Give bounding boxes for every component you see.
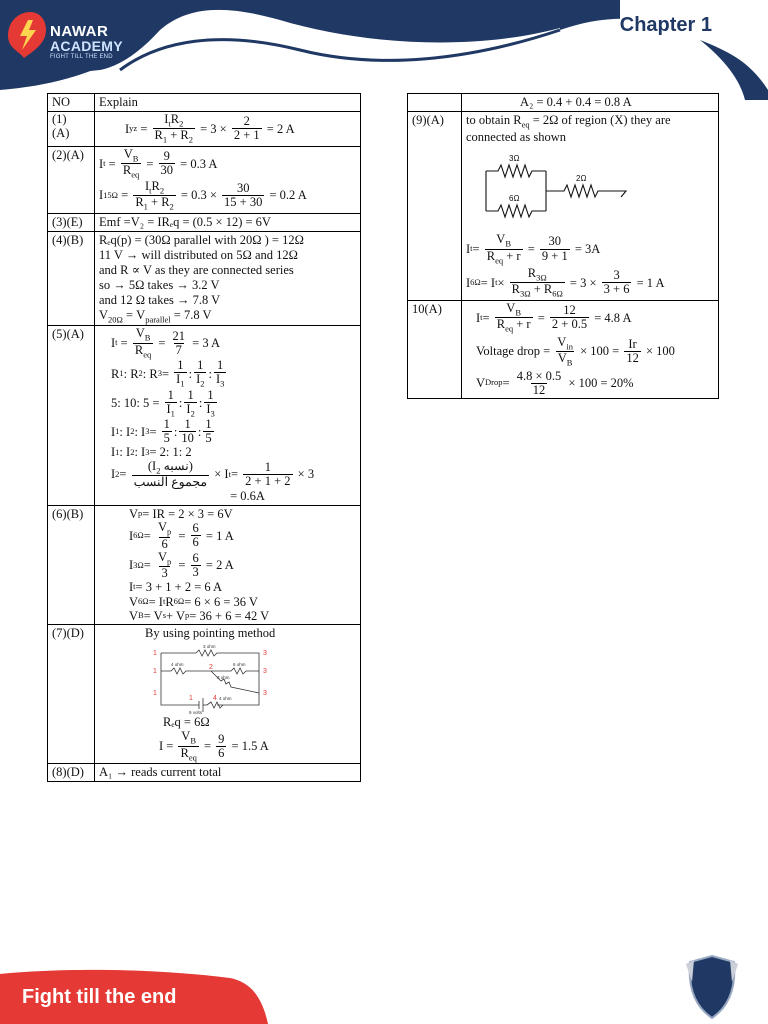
equation: $V_{20\Omega} = V_{parallel} = 7.8$ V bbox=[99, 307, 212, 325]
equation: I t = $\frac{V_B}{R_{eq} + r}$ = $\frac{30}{9 + 1}$ = 3A bbox=[466, 232, 601, 266]
row-number: (4)(B) bbox=[48, 231, 95, 326]
brand-tagline: FIGHT TILL THE END bbox=[50, 54, 113, 60]
circuit7-node: 4 bbox=[213, 695, 217, 703]
equation: I 3Ω = $\frac{V_p}{3}$ = $\frac{6}{3}$ = 2 A bbox=[129, 549, 234, 581]
row-number: (5)(A) bbox=[48, 326, 95, 505]
equation: V 6Ω = I t R 6Ω = 6 × 6 = 36 V bbox=[129, 594, 258, 609]
circuit9-label: 6Ω bbox=[509, 194, 520, 204]
equation: I 1 : I 2 : I 3 = 2: 1: 2 bbox=[111, 445, 192, 460]
row-number: (7)(D) bbox=[48, 625, 95, 764]
table-row bbox=[408, 300, 719, 398]
table-row bbox=[48, 112, 361, 147]
row-explain: Emf =V₂ = IRₑq = (0.5 × 12) = 6V bbox=[95, 213, 361, 231]
table-row bbox=[48, 231, 361, 326]
explain-line: By using pointing method bbox=[145, 626, 276, 641]
equation: I = $\frac{V_B}{R_{eq}}$ = $\frac{9}{6}$ = 1.5 A bbox=[159, 729, 269, 763]
circuit7-node: 3 bbox=[263, 690, 267, 698]
table-row bbox=[48, 764, 361, 782]
circuit7-label: 3 ohm bbox=[217, 675, 230, 681]
table-row bbox=[408, 112, 719, 301]
row-explain bbox=[95, 625, 361, 764]
shield-icon bbox=[682, 952, 742, 1022]
circuit7-node: 1 bbox=[153, 668, 157, 676]
table-row bbox=[48, 146, 361, 213]
table-row bbox=[48, 505, 361, 625]
equation: V B = V s + V p = 36 + 6 = 42 V bbox=[129, 608, 270, 623]
row-explain bbox=[95, 112, 361, 147]
circuit7-label: 9 volts bbox=[189, 710, 203, 716]
explain-line: Rₑq = 6Ω bbox=[163, 715, 210, 730]
circuit7-node: 1 bbox=[189, 695, 193, 703]
explain-text: to obtain R bbox=[466, 113, 522, 127]
row-number: (8)(D) bbox=[48, 764, 95, 782]
circuit9-label: 3Ω bbox=[509, 154, 520, 164]
row-explain: A₁ → reads current total bbox=[95, 764, 361, 782]
equation: I 2 = $\frac{(I_2 نسبه)}{\text{مجموع النسب}}$ × I t = $\frac{1}{2 + 1 + 2}$ × 3 bbox=[111, 458, 315, 490]
explain-text: = 2Ω of region (X) they are bbox=[529, 113, 671, 127]
chapter-title: Chapter 1 bbox=[619, 14, 712, 36]
row-explain bbox=[95, 146, 361, 213]
equation: I t = $\frac{V_B}{R_{eq}}$ = $\frac{9}{30}$ = 0.3 A bbox=[99, 146, 218, 180]
circuit7-label: 3 ohm bbox=[203, 644, 216, 650]
row-explain bbox=[95, 231, 361, 326]
page-header bbox=[0, 0, 768, 100]
row-explain bbox=[462, 112, 719, 301]
equation: Voltage drop = $\frac{V_{in}}{V_B}$ × 100 = $\frac{Ir}{12}$ × 100 bbox=[476, 334, 675, 368]
explain-line: and 12 Ω takes → 7.8 V bbox=[99, 292, 221, 307]
table-row bbox=[48, 326, 361, 505]
explain-line: so → 5Ω takes → 3.2 V bbox=[99, 277, 220, 292]
equation: I 6Ω = I t × $\frac{R_{3\Omega}}{R_{3\Omega} + R_{6\Omega}}$ = 3 × $\frac{3}{3 + 6}$ = 1 A bbox=[466, 265, 665, 299]
row-explain bbox=[462, 300, 719, 398]
circuit7-node: 1 bbox=[153, 690, 157, 698]
table-row bbox=[48, 625, 361, 764]
circuit-diagram-7 bbox=[151, 643, 271, 715]
circuit7-node: 3 bbox=[263, 668, 267, 676]
equation-result: = 0.6A bbox=[230, 489, 265, 504]
equation: I 15Ω = $\frac{I_tR_2}{R_1 + R_2}$ = 0.3 × $\frac{30}{15 + 30}$ = 0.2 A bbox=[99, 178, 307, 212]
circuit9-label: 2Ω bbox=[576, 174, 587, 184]
explain-line: Rₑq(p) = (30Ω parallel with 20Ω ) = 12Ω bbox=[99, 232, 304, 247]
equation: I t = $\frac{V_B}{R_{eq}}$ = $\frac{21}{7}$ = 3 A bbox=[111, 326, 221, 360]
equation: I 1 : I 2 : I 3 = $\frac{1}{5}$ : $\frac{1}{10}$ : $\frac{1}{5}$ bbox=[111, 417, 212, 446]
col-explain-header: Explain bbox=[95, 94, 361, 112]
explain-line: connected as shown bbox=[466, 130, 566, 145]
row-explain: A₂ = 0.4 + 0.4 = 0.8 A bbox=[462, 94, 719, 112]
circuit7-node: 1 bbox=[153, 650, 157, 658]
row-number bbox=[408, 94, 462, 112]
equation: V Drop = $\frac{4.8 \times 0.5}{12}$ × 100 = 20% bbox=[476, 368, 634, 397]
brand-line2: ACADEMY bbox=[50, 38, 123, 54]
circuit7-label: 6 ohm bbox=[233, 662, 246, 668]
explain-line: to obtain $R_{eq} = 2\Omega$ of region (X) they are bbox=[466, 113, 671, 130]
answers-table-left bbox=[47, 93, 361, 782]
equation: I t = 3 + 1 + 2 = 6 A bbox=[129, 580, 223, 595]
brand-line1: NAWAR bbox=[50, 23, 109, 40]
table-header-row bbox=[48, 94, 361, 112]
row-number: (9)(A) bbox=[408, 112, 462, 301]
row-explain bbox=[95, 326, 361, 505]
circuit7-label: 4 ohm bbox=[219, 696, 232, 702]
circuit7-label: 4 ohm bbox=[171, 662, 184, 668]
row-number: (6)(B) bbox=[48, 505, 95, 625]
circuit7-node: 3 bbox=[263, 650, 267, 658]
equation: V p = IR = 2 × 3 = 6V bbox=[129, 506, 233, 521]
equation: I 6Ω = $\frac{V_p}{6}$ = $\frac{6}{6}$ = 1 A bbox=[129, 520, 234, 551]
equation: 5: 10: 5 = $\frac{1}{I_1}$ : $\frac{1}{I_2}$ : $\frac{1}{I_3}$ bbox=[111, 387, 215, 419]
row-number: (3)(E) bbox=[48, 213, 95, 231]
circuit7-node: 2 bbox=[209, 664, 213, 672]
equation: I yz = $\frac{I_tR_2}{R_1 + R_2}$ = 3 × $\frac{2}{2 + 1}$ = 2 A bbox=[125, 112, 295, 145]
row-number: (1) (A) bbox=[48, 112, 95, 147]
brand-name bbox=[50, 24, 123, 60]
answers-table-right bbox=[407, 93, 719, 399]
table-row bbox=[408, 94, 719, 112]
equation: I t = $\frac{V_B}{R_{eq} + r}$ = $\frac{12}{2 + 0.5}$ = 4.8 A bbox=[476, 300, 632, 334]
explain-text: Voltage drop = bbox=[476, 344, 551, 359]
explain-line: 11 V → will distributed on 5Ω and 12Ω bbox=[99, 247, 298, 262]
equation: R 1 : R 2 : R 3 = $\frac{1}{I_1}$ : $\frac{1}{I_2}$ : $\frac{1}{I_3}$ bbox=[111, 358, 225, 389]
col-no-header: NO bbox=[48, 94, 95, 112]
footer-slogan: Fight till the end bbox=[22, 986, 177, 1008]
circuit-diagram-9 bbox=[476, 151, 636, 229]
table-row bbox=[48, 213, 361, 231]
explain-line: and R ∝ V as they are connected series bbox=[99, 262, 294, 277]
row-explain bbox=[95, 505, 361, 625]
row-number: (2)(A) bbox=[48, 146, 95, 213]
row-number: 10(A) bbox=[408, 300, 462, 398]
